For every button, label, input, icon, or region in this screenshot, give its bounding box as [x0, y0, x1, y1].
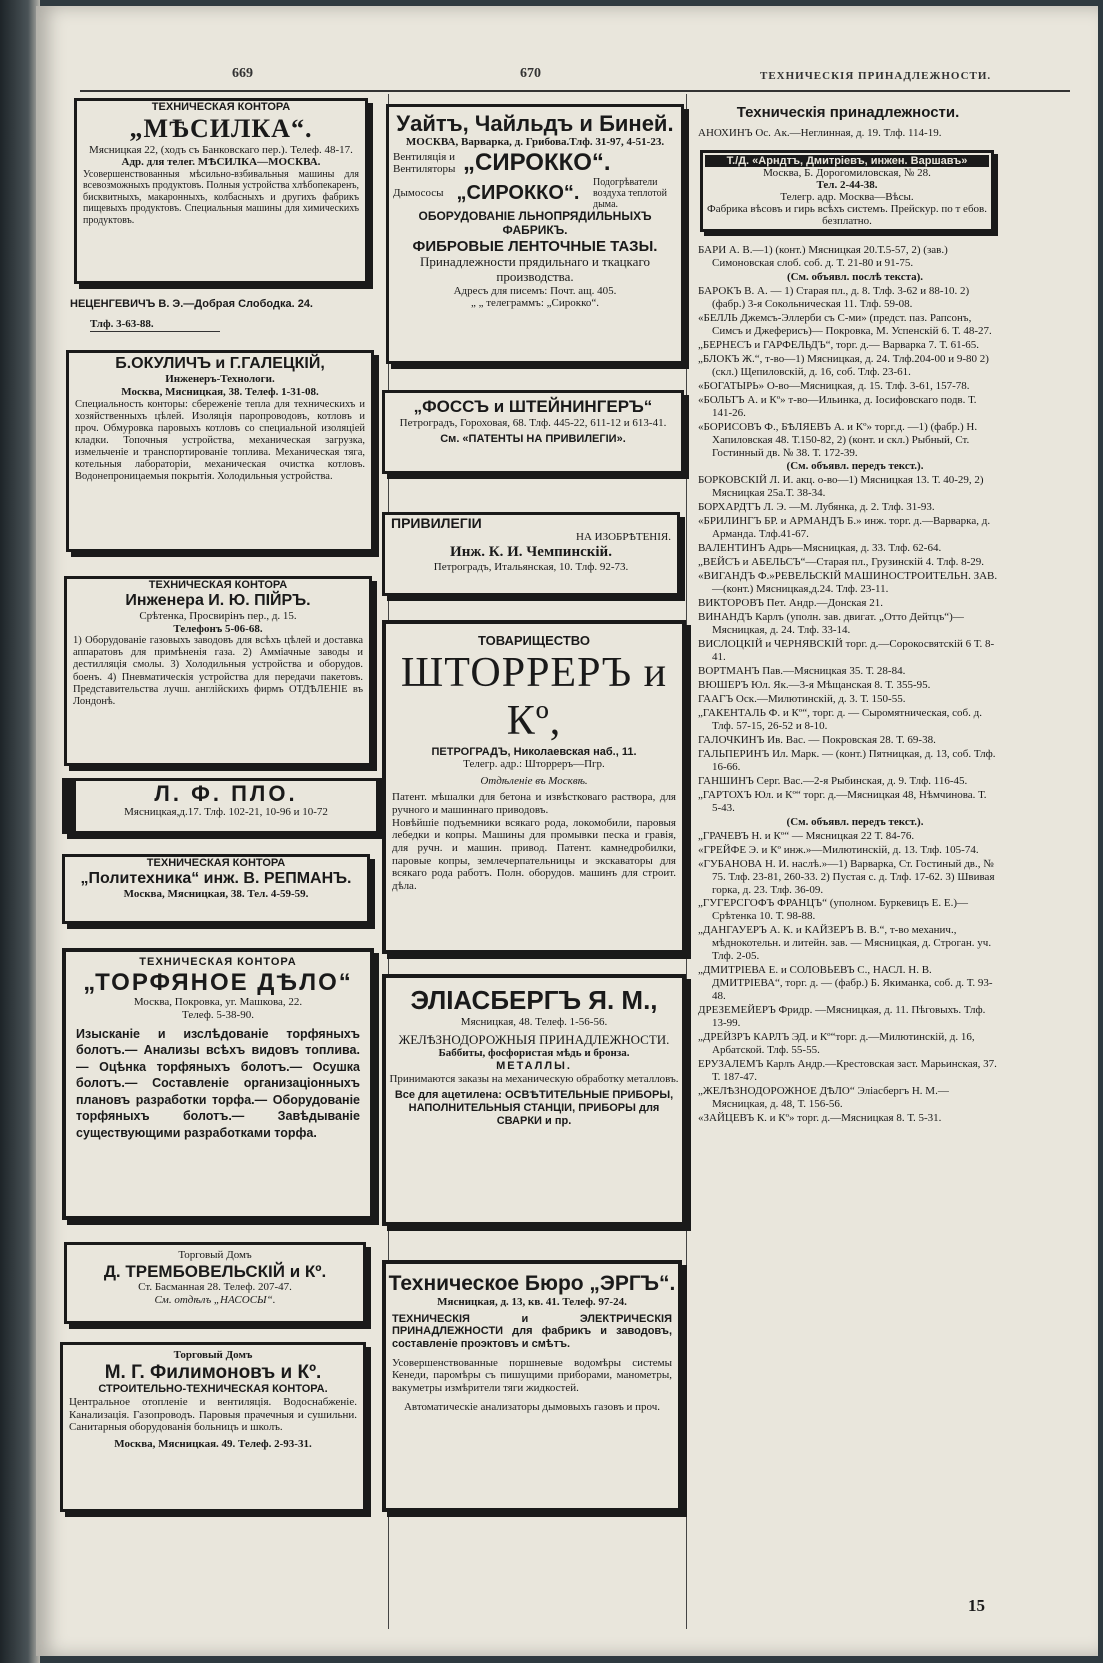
- ad-address: Москва, Мясницкая, 38. Телеф. 1-31-08.: [121, 386, 319, 399]
- ad-title: ЭЛІАСБЕРГЪ Я. М.,: [410, 985, 658, 1015]
- ad-torf: [62, 948, 374, 1220]
- ad-address: Срѣтенка, Просвирінъ пер., д. 15.: [139, 610, 297, 623]
- listing-entry: „ГАКЕНТАЛЬ Ф. и Кº“, торг. д. — Сыромятническая, соб. д. Тлф. 57-15, 26-52 и 8-10.: [698, 706, 983, 732]
- section-title: Техническія принадлежности.: [736, 104, 960, 121]
- listing-entry: «ЗАЙЦЕВЪ К. и Кº» торг. д.—Мясницкая 8. Т. 5-31.: [698, 1111, 942, 1124]
- listing-entry: ВЮШЕРЪ Юл. Як.—3-я Мѣщанская 8. Т. 355-95.: [698, 678, 931, 691]
- ad-filimonov: [60, 1342, 366, 1512]
- ad-title: Б.ОКУЛИЧЪ и Г.ГАЛЕЦКІЙ,: [115, 355, 325, 372]
- listing-entry: ГАЛЬПЕРИНЪ Ил. Марк. — (конт.) Пятницкая, д. 13, соб. Тлф. 16-66.: [698, 747, 996, 773]
- listing-entry: БОРХАРДТЪ Л. Э. —М. Лубянка, д. 2. Тлф. 31-93.: [698, 501, 935, 514]
- ad-left-label: Дымососы: [393, 187, 444, 200]
- listing-entry: «БОРИСОВЪ Ф., БѢЛЯЕВЪ А. и Кº» торг.д. —1) (фабр.) Н. Хапиловская 48. Т.150-82, 2) (конт. и скл.) Рыбный, Ст. Гостинный дв. № 38. Т. 172-39.: [698, 420, 978, 459]
- listing-netsengevich-tel: Тлф. 3-63-88.: [90, 318, 220, 332]
- ad-brand: „СИРОККО“.: [463, 148, 611, 176]
- listing-entry: „ДАНГАУЕРЪ А. К. и КАЙЗЕРЪ В. В.“, т-во механич., мѣднокотельн. и литейн. зав. — Мясницкая, д. Строган. уч. Тлф. 2-05.: [698, 924, 992, 963]
- ad-address: Петроградъ, Гороховая, 68. Тлф. 445-22, 611-12 и 613-41.: [399, 416, 667, 429]
- ad-address: ПЕТРОГРАДЪ, Николаевская наб., 11.: [431, 745, 637, 758]
- listing-entry: ВИКТОРОВЪ Пет. Андр.—Донская 21.: [698, 597, 883, 610]
- ad-body: 1) Оборудованіе газовыхъ заводовъ для всѣхъ цѣлей и доставка аппаратовъ для примѣненія газа. 2) Аммiачные заводы и дестилляція смолы. 3) Холодильныя устройства и оборудов. боенъ. 4) Пневматическія устройства для передачи пакетовъ. Представительства лучш. англійскихъ фирмъ ОТДѢЛЕНІЕ въ Лондонѣ.: [73, 635, 363, 707]
- listing-entry: «ВИГАНДЪ Ф.»РЕВЕЛЬСКІЙ МАШИНОСТРОИТЕЛЬН. ЗАВ.—(конт.) Мясницкая,д.24. Тлф. 23-11.: [698, 570, 998, 596]
- ad-title: Уайтъ, Чайльдъ и Биней.: [396, 111, 674, 136]
- listing-entry: „ГАРТОХЪ Юл. и Кº“ торг. д.—Мясницкая 48, Нѣмчинова. Т. 5-43.: [698, 788, 987, 814]
- ad-line: Автоматическіе анализаторы дымовыхъ газовъ и проч.: [403, 1400, 661, 1413]
- listing-entry: «ГУБАНОВА Н. И. наслѣ.»—1) Варварка, Ст. Гостиный дв., № 75. Тлф. 23-81, 260-33. 2) Пустая с. д. Тлф. 17-62. 3) Швивая горка, д. 23. Тлф. 36-09.: [698, 857, 995, 896]
- ad-title: Техническое Бюро „ЭРГЪ“.: [388, 1272, 676, 1295]
- ad-body: Специальность конторы: сбереженіе тепла для техническихъ и хозяйственныхъ цѣлей. Изоляція паропроводовъ, котловъ и проч. Обмуровка паровыхъ котловъ со специальной изоляціей кладки. Топочныя устройства, механическая загрузка, измельченіе и транспортированіе топлива. Механическая тяга, котельныя лабораторіи, механическая очистка котловъ. Водонепроницаемыя покрытія. Холодильныя устройства.: [75, 398, 365, 483]
- ad-line: Адресъ для писемъ: Почт. ащ. 405.: [453, 284, 617, 297]
- ad-note: См. «ПАТЕНТЫ НА ПРИВИЛЕГІИ».: [440, 433, 626, 446]
- ad-subtitle: Инженеръ-Технологи.: [165, 373, 275, 386]
- listing-entry: ВОРТМАНЪ Пав.—Мясницкая 35. Т. 28-84.: [698, 665, 906, 677]
- ad-line: Баббиты, фосфористая мѣдь и бронза.: [438, 1047, 630, 1060]
- listing-column: [698, 104, 998, 1126]
- ad-address: Мясницкая, 48. Телеф. 1-56-56.: [460, 1015, 608, 1028]
- column-rule-2: [686, 94, 687, 1629]
- ad-address: Мясницкая,д.17. Тлф. 102-21, 10-96 и 10-72: [124, 806, 328, 819]
- ad-line: МЕТАЛЛЫ.: [496, 1060, 572, 1073]
- ad-body: Усовершенствованныя мѣсильно-взбивальныя машины для всевозможныхъ продуктовъ. Полныя устройства хлѣбопекаренъ, бисквитныхъ, макаронныхъ, колбасныхъ и другихъ фабрикъ пищевыхъ продуктовъ. Специальныя машины для химическихъ продуктовъ.: [83, 168, 360, 226]
- listing-entry: ГАНШИНЪ Серг. Вас.—2-я Рыбинская, д. 9. Тлф. 116-45.: [698, 774, 968, 787]
- ad-address: Ст. Басманная 28. Телеф. 207-47.: [138, 1281, 292, 1294]
- ad-subtitle: СТРОИТЕЛЬНО-ТЕХНИЧЕСКАЯ КОНТОРА.: [98, 1383, 328, 1396]
- listing-entry: (См. объявл. послѣ текста).: [786, 270, 924, 283]
- ad-storrer: [382, 620, 686, 954]
- listing-entry: ДРЕЗЕМЕЙЕРЪ Фридр. —Мясницкая, д. 11. Пѣговыхъ. Тлф. 13-99.: [698, 1004, 986, 1030]
- ad-over: Торговый Домъ: [178, 1249, 252, 1261]
- ad-line: Усовершенствованные поршневые водомѣры системы Кенеди, паромѣры съ пишущими приборами, манометры, вакуметры измѣрители тяги жидкостей.: [392, 1356, 672, 1394]
- listing-entry: „ДМИТРІЕВА Е. и СОЛОВЬЕВЪ С., НАСЛ. Н. В. ДМИТРІЕВА“, торг. д. — (фабр.) Б. Якиманка, соб. д. Т. 93-48.: [698, 964, 993, 1003]
- book-spine-edge: [0, 0, 40, 1663]
- ad-title: Л. Ф. ПЛО.: [154, 781, 298, 806]
- ad-title: „Политехника“ инж. В. РЕПМАНЪ.: [80, 869, 352, 887]
- ad-title: „ФОССЪ и ШТЕЙНИНГЕРЪ“: [413, 397, 653, 416]
- listing-entry: ВАЛЕНТИНЪ Адрь—Мясницкая, д. 33. Тлф. 62-64.: [698, 542, 942, 555]
- ad-line: ФИБРОВЫЕ ЛЕНТОЧНЫЕ ТАЗЫ.: [412, 237, 658, 255]
- ad-telegraph: Телегр. адр. Москва—Вѣсы.: [780, 190, 914, 203]
- listing-entry: „ЖЕЛѢЗНОДОРОЖНОЕ ДѢЛО“ Эліасбергъ Н. М.—Мясницкая, д. 48, Т. 156-56.: [698, 1085, 949, 1110]
- header-rule: [80, 90, 1070, 92]
- ad-address: Мясницкая 22, (ходъ съ Банковскаго пер.). Телеф. 48-17.: [89, 143, 353, 156]
- ad-body: Центральное отопленіе и вентиляція. Водоснабженіе. Канализація. Газопроводъ. Паровыя прачечныя и сушильни. Санитарныя оборудованія больницъ и школъ.: [69, 1396, 357, 1434]
- ad-brand: „СИРОККО“.: [456, 181, 580, 204]
- ad-title: М. Г. Филимоновъ и Кº.: [104, 1361, 322, 1383]
- ad-over: ТОВАРИЩЕСТВО: [478, 633, 590, 648]
- ad-over: ТЕХНИЧЕСКАЯ КОНТОРА: [139, 956, 297, 968]
- listing-entry: „ГУГЕРСГОФЪ ФРАНЦЪ“ (уполном. Буркевицъ Е. Е.)—Срѣтенка 10. Т. 98-88.: [698, 897, 968, 923]
- ad-line: Принадлежности прядильнаго и ткацкаго производства.: [420, 253, 650, 284]
- listing-entry: „БЛОКЪ Ж.“, т-во—1) Мясницкая, д. 24. Тлф.204-00 и 9-80 2)(скл.) Щепиловскій, д. 16, соб. Тлф. 23-61.: [698, 352, 989, 378]
- ad-line: Принимаются заказы на механическую обработку металловъ.: [389, 1072, 679, 1085]
- listing-netsengevich: НЕЦЕНГЕВИЧЪ В. Э.—Добрая Слободка. 24.: [70, 298, 313, 310]
- ad-phone: Телефонъ 5-06-68.: [173, 622, 263, 635]
- ad-okulich: [66, 350, 374, 552]
- ad-white-child-beney: [386, 104, 684, 364]
- ad-title: Инженера И. Ю. ПІЙРЪ.: [125, 591, 311, 609]
- ad-over: ТЕХНИЧЕСКАЯ КОНТОРА: [148, 579, 288, 591]
- listing-entry: «ГРЕЙФЕ Э. и Кº инж.»—Милютинскій, д. 13. Тлф. 105-74.: [698, 843, 979, 856]
- ad-head: ПРИВИЛЕГІИ: [391, 515, 482, 531]
- ad-over: ТЕХНИЧЕСКАЯ КОНТОРА: [146, 857, 286, 869]
- ad-title: Д. ТРЕМБОВЕЛЬСКІЙ и Кº.: [103, 1261, 327, 1281]
- ad-title: „МѢСИЛКА“.: [129, 113, 313, 143]
- listing-entry: «БРИЛИНГЪ БР. и АРМАНДЪ Б.» инж. торг. д.—Варварка, д. Арманда. Тлф.41-67.: [698, 515, 991, 541]
- ad-title: ШТОРРЕРЪ и Кº,: [400, 649, 668, 745]
- page-number-bottom: 15: [968, 1596, 985, 1615]
- ad-body: Изысканіе и изслѣдованіе торфяныхъ болотъ.— Анализы всѣхъ видовъ топлива.— Оцѣнка торфяныхъ болотъ.— Осушка болотъ.— Составленіе организаціонныхъ плановъ разработки торфа.— Оборудованіе торфяныхъ болотъ.— Завѣдываніе существующими разработками торфа.: [76, 1026, 360, 1140]
- page-number-left: 669: [232, 66, 253, 81]
- ad-line: ТЕХНИЧЕСКІЯ и ЭЛЕКТРИЧЕСКІЯ ПРИНАДЛЕЖНОСТИ для фабрикъ и заводовъ, составленіе проэктовъ и смѣтъ.: [392, 1312, 672, 1351]
- listing-entry: ЕРУЗАЛЕМЪ Карлъ Андр.—Крестовская заст. Марьинская, 37. Т. 187-47.: [698, 1058, 997, 1084]
- ad-address: Москва, Б. Дорогомиловская, № 28.: [763, 166, 931, 179]
- ad-line: „ „ телеграммъ: „Сирокко“.: [470, 297, 599, 310]
- ad-phone: Тел. 2-44-38.: [816, 178, 878, 191]
- listing-entry: „ГРАЧЕВЪ Н. и Кº“ — Мясницкая 22 Т. 84-76.: [698, 829, 915, 842]
- ad-branch: Отдѣленіе въ Москвѣ.: [480, 774, 588, 787]
- ad-title: „ТОРФЯНОЕ ДѢЛО“: [83, 968, 353, 996]
- ad-note: См. отдѣлъ „НАСОСЫ“.: [154, 1293, 276, 1306]
- listing-entry: ГААГЪ Оск.—Милютинскій, д. 3. Т. 150-55.: [698, 692, 906, 705]
- ad-body: Патент. мѣшалки для бетона и извѣстковаго раствора, для ручного и машиннаго приводовъ.: [392, 791, 676, 817]
- listing-entry: „ВЕЙСЪ и АБЕЛЬСЪ“—Старая пл., Грузинскій 4. Тлф. 8-29.: [698, 556, 984, 569]
- ad-line: ЖЕЛѢЗНОДОРОЖНЫЯ ПРИНАДЛЕЖНОСТИ.: [398, 1031, 670, 1047]
- ad-pirr: [64, 576, 372, 766]
- ad-arndt: [700, 150, 994, 232]
- listing-entry: (См. объявл. передъ текст.).: [786, 460, 924, 473]
- ad-trembovelsky: [64, 1242, 366, 1324]
- listing-entry: „ДРЕЙЗРЪ КАРЛЪ ЭД. и Кº“торг. д.—Милютинскій, д. 16, Арбатской. Тлф. 55-55.: [698, 1031, 975, 1057]
- listing-entry: „БЕРНЕСЪ и ГАРФЕЛЬДЪ“, торг. д.— Варварка 7. Т. 61-65.: [698, 338, 979, 351]
- listing-entry: БАРИ А. В.—1) (конт.) Мясницкая 20.Т.5-57, 2) (зав.) Симоновская слоб. соб. д. Т. 21-80 и 91-75.: [698, 243, 948, 269]
- sirocco-row-2: [389, 177, 681, 210]
- ad-body: Новѣйшіе подъемники всякаго рода, локомобили, паровыя лебедки и копры. Машины для промывки песка и гравія, для ручн. и машин. привод. Патент. камнедробилки, паровые копры, землечерпательницы и экскаваторы для всякаго рода работъ. Полн. оборудов. машинъ для строит. дѣла.: [392, 816, 676, 892]
- ad-address: Москва, Мясницкая. 49. Телеф. 2-93-31.: [114, 1438, 312, 1451]
- ad-erg: [382, 1260, 682, 1512]
- ad-address: Мясницкая, д. 13, кв. 41. Телеф. 97-24.: [437, 1296, 627, 1309]
- ad-right-label: Подогрѣватели воздуха теплотой дыма.: [593, 176, 667, 210]
- listing-entry: «БОЛЬТЪ А. и Кº» т-во—Ильинка, д. Іосифовскаго подв. Т. 141-26.: [698, 393, 977, 419]
- listing-anokhin: АНОХИНЪ Ос. Ак.—Неглинная, д. 19. Тлф. 114-19.: [698, 127, 942, 139]
- directory-page: [36, 6, 1098, 1656]
- listing-entry: «БЕЛЛЬ Джемсъ-Эллерби съ С-ми» (предст. паз. Рапсонъ, Симсъ и Джеферисъ)— Покровка, М. Успенскій 6. Т. 48-27.: [698, 311, 992, 337]
- running-title: ТЕХНИЧЕСКІЯ ПРИНАДЛЕЖНОСТИ.: [760, 70, 992, 82]
- listing-entry: ВИСЛОЦКІЙ и ЧЕРНЯВСКІЙ торг. д.—Сорокосвятскій 6 Т. 8-41.: [698, 638, 995, 664]
- ad-over: Торговый Домъ: [173, 1349, 253, 1361]
- listing-entry: ВИНАНДЪ Карлъ (уполн. зав. двигат. „Отто Дейтцъ“)—Мясницкая, д. 24. Тлф. 33-14.: [698, 611, 964, 637]
- sirocco-row-1: [389, 149, 681, 177]
- page-number-mid: 670: [520, 66, 541, 81]
- ad-mesilka: [74, 98, 368, 284]
- ad-subtitle: НА ИЗОБРѢТЕНІЯ.: [576, 531, 671, 544]
- ad-title: Т./Д. «Арндтъ, Дмитріевъ, инжен. Варшавъ»: [705, 155, 989, 167]
- ad-line: Все для ацетилена: ОСВѢТИТЕЛЬНЫЕ ПРИБОРЫ, НАПОЛНИТЕЛЬНЫЯ СТАНЦІИ, ПРИБОРЫ для СВАРКИ и пр.: [394, 1089, 674, 1127]
- ad-left-label: Вентиляція и Вентиляторы: [393, 150, 456, 175]
- listing-entry: ГАЛОЧКИНЪ Ив. Вас. — Покровская 28. Т. 69-38.: [698, 733, 936, 746]
- ad-eliasberg: [382, 974, 686, 1226]
- ad-phone: Телеф. 5-38-90.: [182, 1008, 254, 1021]
- ad-telegraph: Телегр. адр.: Штоpреръ—Пгр.: [463, 758, 605, 771]
- ad-repman: [62, 854, 370, 924]
- listing-entry: БАРОКЪ В. А. — 1) Старая пл., д. 8. Тлф. 3-62 и 88-10. 2) (фабр.) 3-я Сокольническая 11. Тлф. 59-08.: [698, 284, 970, 310]
- ad-foss: [382, 390, 684, 474]
- ad-privilegii: [382, 512, 680, 596]
- ad-address: Москва, Покровка, уг. Машкова, 22.: [133, 996, 303, 1009]
- ad-body: Фабрика вѣсовъ и гирь всѣхъ системъ. Прейскур. по т ебов. безплатно.: [707, 202, 987, 227]
- listing-entry: «БОГАТЫРЬ» О-во—Мясницкая, д. 15. Тлф. 3-61, 157-78.: [698, 379, 970, 392]
- ad-plo: [62, 778, 390, 834]
- ad-title: Инж. К. И. Чемпинскій.: [450, 543, 612, 560]
- ad-address: МОСКВА, Варварка, д. Грибова.Тлф. 31-97, 4-51-23.: [405, 136, 665, 149]
- ad-over: ТЕХНИЧЕСКАЯ КОНТОРА: [151, 101, 291, 113]
- listing-entries: [698, 244, 998, 1125]
- ad-telegraph: Адр. для телег. МѢСИЛКА—МОСКВА.: [121, 156, 321, 169]
- listing-entry: БОРКОВСКІЙ Л. И. акц. о-во—1) Мясницкая 13. Т. 40-29, 2) Мясницкая 25а.Т. 38-34.: [698, 474, 984, 500]
- ad-address: Москва, Мясницкая, 38. Тел. 4-59-59.: [123, 888, 309, 901]
- listing-entry: (См. объявл. передъ текст.).: [786, 815, 924, 828]
- ad-line: ОБОРУДОВАНІЕ ЛЬНОПРЯДИЛЬНЫХЪ ФАБРИКЪ.: [418, 208, 652, 237]
- ad-address: Петроградъ, Итальянская, 10. Тлф. 92-73.: [433, 560, 629, 573]
